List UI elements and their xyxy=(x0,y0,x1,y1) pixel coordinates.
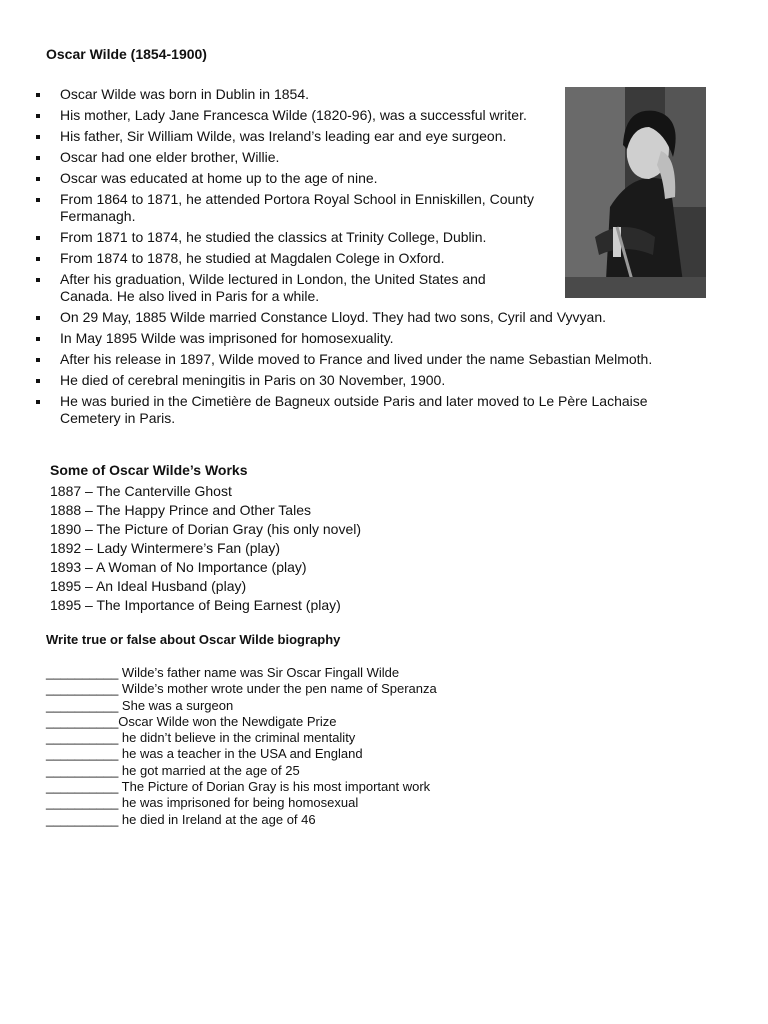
bullet-icon xyxy=(36,400,40,404)
list-item-text: From 1871 to 1874, he studied the classics at Trinity College, Dublin. xyxy=(60,229,487,245)
quiz-item: __________ he got married at the age of 25 xyxy=(46,762,300,778)
bullet-icon xyxy=(36,177,40,181)
list-item-text: From 1874 to 1878, he studied at Magdalen Colege in Oxford. xyxy=(60,250,445,266)
quiz-heading: Write true or false about Oscar Wilde biography xyxy=(46,632,341,647)
list-item xyxy=(36,309,696,326)
page-title: Oscar Wilde (1854-1900) xyxy=(46,46,207,62)
list-item-text: After his graduation, Wilde lectured in London, the United States and Canada. He also lived in Paris for a while. xyxy=(60,271,486,304)
quiz-item: __________ Wilde’s mother wrote under the pen name of Speranza xyxy=(46,681,437,697)
work-item: 1888 – The Happy Prince and Other Tales xyxy=(50,502,311,518)
portrait-icon xyxy=(565,87,706,298)
works-heading: Some of Oscar Wilde’s Works xyxy=(50,462,248,478)
work-item: 1887 – The Canterville Ghost xyxy=(50,483,232,499)
quiz-item: __________ he died in Ireland at the age of 46 xyxy=(46,811,316,827)
list-item-text: From 1864 to 1871, he attended Portora Royal School in Enniskillen, County Fermanagh. xyxy=(60,191,534,224)
quiz-list xyxy=(46,665,437,828)
quiz-item: __________Oscar Wilde won the Newdigate Prize xyxy=(46,713,337,729)
work-item: 1890 – The Picture of Dorian Gray (his only novel) xyxy=(50,521,362,537)
list-item xyxy=(36,351,696,368)
list-item-text: Oscar was educated at home up to the age of nine. xyxy=(60,170,378,186)
bullet-icon xyxy=(36,278,40,282)
quiz-item: __________ he was imprisoned for being homosexual xyxy=(46,795,359,811)
work-item: 1895 – An Ideal Husband (play) xyxy=(50,578,247,594)
quiz-item: __________ She was a surgeon xyxy=(46,697,234,713)
list-item-text: His mother, Lady Jane Francesca Wilde (1820-96), was a successful writer. xyxy=(60,107,527,123)
list-item-text: Oscar Wilde was born in Dublin in 1854. xyxy=(60,86,310,102)
quiz-item: __________ he didn’t believe in the criminal mentality xyxy=(46,730,356,746)
bullet-icon xyxy=(36,236,40,240)
oscar-wilde-portrait-photo xyxy=(565,87,706,298)
list-item-text: Oscar had one elder brother, Willie. xyxy=(60,149,280,165)
list-item xyxy=(36,393,696,427)
list-item xyxy=(36,372,696,389)
bullet-icon xyxy=(36,135,40,139)
quiz-item: __________ The Picture of Dorian Gray is his most important work xyxy=(46,779,431,795)
work-item: 1893 – A Woman of No Importance (play) xyxy=(50,559,307,575)
bullet-icon xyxy=(36,198,40,202)
bullet-icon xyxy=(36,316,40,320)
quiz-item: __________ Wilde’s father name was Sir Oscar Fingall Wilde xyxy=(46,665,400,680)
bullet-icon xyxy=(36,379,40,383)
list-item xyxy=(36,330,696,347)
work-item: 1892 – Lady Wintermere’s Fan (play) xyxy=(50,540,281,556)
list-item-text: In May 1895 Wilde was imprisoned for homosexuality. xyxy=(60,330,394,346)
list-item-text: He was buried in the Cimetière de Bagneux outside Paris and later moved to Le Père Lachaise Cemetery in Paris. xyxy=(60,393,648,426)
quiz-item: __________ he was a teacher in the USA and England xyxy=(46,746,363,762)
bullet-icon xyxy=(36,93,40,97)
list-item-text: On 29 May, 1885 Wilde married Constance Lloyd. They had two sons, Cyril and Vyvyan. xyxy=(60,309,607,325)
bullet-icon xyxy=(36,156,40,160)
list-item-text: After his release in 1897, Wilde moved to France and lived under the name Sebastian Melmoth. xyxy=(60,351,653,367)
list-item-text: His father, Sir William Wilde, was Ireland’s leading ear and eye surgeon. xyxy=(60,128,507,144)
bullet-icon xyxy=(36,114,40,118)
bullet-icon xyxy=(36,358,40,362)
list-item-text: He died of cerebral meningitis in Paris on 30 November, 1900. xyxy=(60,372,446,388)
works-list xyxy=(50,482,361,615)
work-item: 1895 – The Importance of Being Earnest (play) xyxy=(50,597,341,613)
bullet-icon xyxy=(36,337,40,341)
bullet-icon xyxy=(36,257,40,261)
